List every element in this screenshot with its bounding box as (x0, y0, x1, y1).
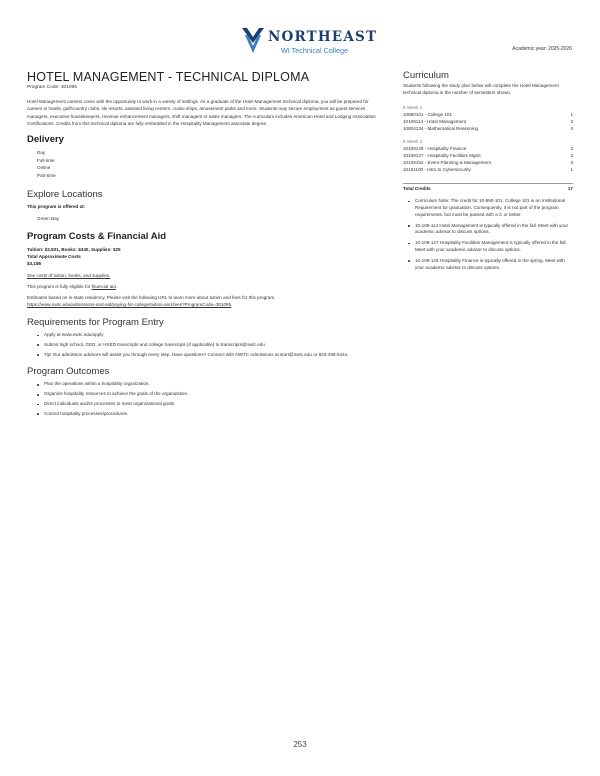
logo-name: NORTHEAST (268, 29, 378, 45)
course-row (403, 145, 573, 152)
week-block (403, 105, 573, 132)
delivery-item: Day (37, 150, 46, 156)
requirement-item: Tip! Our admission advisors will assist you through every step. Have questions? Connect with NWTC Admissions at start@nwtc.edu or 920-498-5444. (37, 352, 379, 359)
course-row (403, 118, 573, 125)
delivery-item: Part-time (37, 172, 56, 178)
curriculum-heading: Curriculum (403, 70, 449, 81)
program-title: HOTEL MANAGEMENT - TECHNICAL DIPLOMA (27, 70, 310, 84)
week-label: 8 Week 1 (403, 104, 423, 110)
course-credits: 3 (570, 118, 573, 124)
aid-text-end: . (115, 284, 118, 290)
course-name: 10890101 - College 101 (403, 111, 453, 117)
delivery-item: Full-time (37, 157, 55, 163)
total-credits-label: Total Credits (403, 186, 431, 192)
course-name: 10151100 - Intro to Cybersecurity (403, 166, 471, 172)
course-credits: 3 (570, 159, 573, 165)
location-item: Green Bay (37, 215, 59, 221)
week-label: 8 Week 2 (403, 138, 423, 144)
costs-heading: Program Costs & Financial Aid (27, 230, 167, 242)
course-name: 10109152 - Event Planning & Management (403, 159, 491, 165)
course-row (403, 111, 573, 118)
outcome-item: Plan the operations within a hospitality organization. (37, 381, 379, 388)
aid-text: This program is fully eligible for (27, 284, 92, 290)
requirements-list (37, 332, 379, 358)
outcomes-heading: Program Outcomes (27, 366, 110, 378)
curriculum-notes (408, 198, 573, 271)
curriculum-note: 10-109-114 Hotel Management is typically offered in the fall. Meet with your academic advisor to discuss options. (408, 223, 573, 237)
course-credits: 3 (570, 125, 573, 131)
curriculum-column (403, 70, 573, 275)
requirements-heading: Requirements for Program Entry (27, 317, 164, 329)
locations-heading: Explore Locations (27, 188, 103, 200)
delivery-heading: Delivery (27, 134, 64, 146)
costs-total-value: $3,186 (27, 261, 42, 267)
college-logo (240, 26, 390, 58)
estimates-block (27, 295, 379, 309)
course-row (403, 166, 573, 173)
course-credits: 3 (570, 145, 573, 151)
course-row (403, 152, 573, 159)
divider (403, 183, 573, 184)
locations-note: This program is offered at: (27, 203, 86, 209)
course-credits: 1 (570, 111, 573, 117)
academic-year: Academic year: 2025-2026 (512, 46, 572, 52)
course-name: 10109126 - Hospitality Finance (403, 145, 467, 151)
financial-aid-link[interactable]: financial aid (91, 284, 116, 290)
course-name: 10804134 - Mathematical Reasoning (403, 125, 479, 131)
estimates-text: Estimates based on in-state residency. Please visit the following URL to learn more about tuition and fees for this program. (27, 295, 276, 301)
curriculum-note: 10-109-127 Hospitality Facilities Management is typically offered in the fall. Meet with your academic advisor to discuss options. (408, 240, 573, 254)
course-name: 10109114 - Hotel Management (403, 118, 466, 124)
costs-summary (27, 246, 379, 268)
curriculum-note: 10-109-126 Hospitality Finance is typically offered in the spring. Meet with your academic advisor to discuss options. (408, 258, 573, 272)
course-row (403, 159, 573, 166)
page-header (0, 22, 600, 62)
program-description: Hotel Management careers come with the opportunity to work in a variety of settings. As a graduate of the Hotel Management technical diploma, you will be prepared for careers in hotels, golf/country clubs, ski resorts, assisted living centers, cruise ships, amusement parks and more. Students may secure employment as guest services managers, executive housekeepers, revenue enhancement managers, shift managers or sales managers. The curriculum includes American Hotel and Lodging Association Certifications. Credits from this technical diploma are fully embedded in the Hospitality Management associate degree. (27, 99, 376, 126)
total-credits-row (403, 186, 573, 191)
delivery-list (37, 149, 379, 179)
outcomes-list (37, 381, 379, 417)
course-credits: 1 (570, 166, 573, 172)
main-column (27, 70, 379, 426)
logo-mark-icon (240, 26, 266, 56)
tuition-url-link[interactable]: https://www.nwtc.edu/admissions-and-aid/paying-for-college/tuition-and-fees?ProgramCode=301095 (27, 302, 232, 308)
requirement-item: Apply at www.nwtc.edu/apply (37, 332, 379, 339)
outcome-item: Control hospitality processes/procedures. (37, 411, 379, 418)
course-credits: 3 (570, 152, 573, 158)
week-block (403, 139, 573, 173)
total-credits-value: 17 (567, 186, 573, 192)
delivery-item: Online (37, 165, 51, 171)
curriculum-note: Curriculum Note: The credit for 10-890-101, College 101 is an Institutional Requirement for graduation. Consequently, it is not part of the program requirements, but must be passed with a C or better. (408, 198, 573, 218)
course-row (403, 125, 573, 132)
requirement-item: Submit high school, GED, or HSED transcripts and college transcripts (if applicable) to transcripts@nwtc.edu (37, 342, 379, 349)
costs-total-label: Total Approximate Costs (27, 253, 81, 259)
program-code: Program Code: 301095 (27, 85, 77, 90)
see-costs-row (27, 273, 379, 278)
curriculum-intro: Students following the study plan below will complete the Hotel Management technical diploma in the number of semesters shown. (403, 83, 559, 95)
costs-breakdown: Tuition: $2,821, Books: $340, Supplies: $25 (27, 246, 121, 252)
page-number: 253 (293, 740, 307, 749)
outcome-item: Organize hospitality resources to achieve the goals of the organization. (37, 391, 379, 398)
course-name: 10109127 - Hospitality Facilities Mgmt (403, 152, 481, 158)
logo-subtitle: WI Technical College (281, 46, 348, 55)
outcome-item: Direct individuals and/or processes to meet organizational goals. (37, 401, 379, 408)
see-costs-link[interactable]: See costs of tuition, books, and supplies. (27, 273, 111, 279)
financial-aid-row (27, 284, 379, 289)
